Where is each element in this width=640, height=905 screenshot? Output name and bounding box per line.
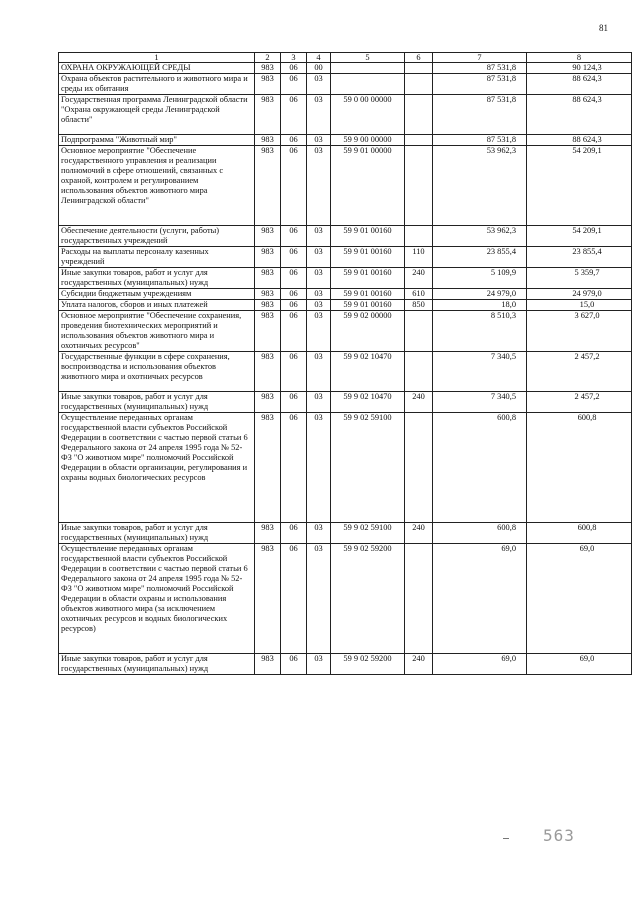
table-row xyxy=(59,95,632,135)
cell-amount-7: 87 531,8 xyxy=(433,74,527,95)
cell-name: Охрана объектов растительного и животного мира и среды их обитания xyxy=(59,74,255,95)
cell-name: Государственная программа Ленинградской области "Охрана окружающей среды Ленинградской области" xyxy=(59,95,255,135)
cell-name: Уплата налогов, сборов и иных платежей xyxy=(59,300,255,311)
cell-target-article: 59 9 00 00000 xyxy=(331,135,405,146)
cell-subsection: 03 xyxy=(307,523,331,544)
cell-amount-7: 600,8 xyxy=(433,413,527,523)
cell-amount-8: 2 457,2 xyxy=(527,392,632,413)
table-header-row xyxy=(59,53,632,63)
cell-expense-type xyxy=(405,146,433,226)
cell-admin-code: 983 xyxy=(255,63,281,74)
cell-target-article: 59 9 02 59200 xyxy=(331,544,405,654)
cell-amount-8: 2 457,2 xyxy=(527,352,632,392)
cell-amount-7: 8 510,3 xyxy=(433,311,527,352)
cell-expense-type xyxy=(405,352,433,392)
cell-admin-code: 983 xyxy=(255,289,281,300)
cell-subsection: 03 xyxy=(307,413,331,523)
cell-amount-7: 87 531,8 xyxy=(433,95,527,135)
cell-amount-8: 54 209,1 xyxy=(527,146,632,226)
cell-target-article: 59 9 01 00160 xyxy=(331,268,405,289)
cell-admin-code: 983 xyxy=(255,311,281,352)
cell-section: 06 xyxy=(281,544,307,654)
cell-amount-8: 88 624,3 xyxy=(527,135,632,146)
cell-admin-code: 983 xyxy=(255,300,281,311)
cell-target-article: 59 9 02 59100 xyxy=(331,523,405,544)
scan-mark xyxy=(503,838,509,839)
column-header-3: 3 xyxy=(281,53,307,63)
budget-table xyxy=(58,52,632,675)
table-row xyxy=(59,654,632,675)
cell-amount-7: 24 979,0 xyxy=(433,289,527,300)
cell-amount-7: 7 340,5 xyxy=(433,352,527,392)
cell-name: Иные закупки товаров, работ и услуг для государственных (муниципальных) нужд xyxy=(59,523,255,544)
table-row xyxy=(59,300,632,311)
cell-amount-8: 69,0 xyxy=(527,544,632,654)
cell-name: Основное мероприятие "Обеспечение сохранения, проведения биотехнических мероприятий и использования объектов животного мира и охотничьих ресурсов" xyxy=(59,311,255,352)
cell-amount-7: 53 962,3 xyxy=(433,226,527,247)
column-header-2: 2 xyxy=(255,53,281,63)
cell-target-article: 59 9 01 00160 xyxy=(331,289,405,300)
cell-target-article xyxy=(331,74,405,95)
cell-expense-type xyxy=(405,63,433,74)
cell-amount-7: 69,0 xyxy=(433,654,527,675)
cell-amount-8: 69,0 xyxy=(527,654,632,675)
cell-amount-8: 23 855,4 xyxy=(527,247,632,268)
table-row xyxy=(59,74,632,95)
cell-subsection: 03 xyxy=(307,146,331,226)
cell-target-article: 59 9 02 00000 xyxy=(331,311,405,352)
cell-subsection: 03 xyxy=(307,300,331,311)
cell-amount-7: 23 855,4 xyxy=(433,247,527,268)
cell-subsection: 00 xyxy=(307,63,331,74)
cell-expense-type: 240 xyxy=(405,523,433,544)
cell-section: 06 xyxy=(281,413,307,523)
table-row xyxy=(59,135,632,146)
cell-admin-code: 983 xyxy=(255,523,281,544)
table-row xyxy=(59,63,632,74)
cell-name: Подпрограмма "Животный мир" xyxy=(59,135,255,146)
page-stamp: 563 xyxy=(543,826,575,845)
cell-name: Иные закупки товаров, работ и услуг для государственных (муниципальных) нужд xyxy=(59,654,255,675)
cell-expense-type xyxy=(405,544,433,654)
cell-section: 06 xyxy=(281,268,307,289)
cell-amount-8: 54 209,1 xyxy=(527,226,632,247)
cell-target-article: 59 9 01 00160 xyxy=(331,226,405,247)
cell-subsection: 03 xyxy=(307,95,331,135)
table-row xyxy=(59,146,632,226)
column-header-1: 1 xyxy=(59,53,255,63)
table-row xyxy=(59,392,632,413)
cell-subsection: 03 xyxy=(307,135,331,146)
cell-admin-code: 983 xyxy=(255,226,281,247)
cell-name: Иные закупки товаров, работ и услуг для государственных (муниципальных) нужд xyxy=(59,392,255,413)
cell-admin-code: 983 xyxy=(255,247,281,268)
cell-expense-type: 240 xyxy=(405,392,433,413)
cell-subsection: 03 xyxy=(307,392,331,413)
cell-subsection: 03 xyxy=(307,352,331,392)
cell-target-article: 59 9 01 00000 xyxy=(331,146,405,226)
cell-name: Государственные функции в сфере сохранения, воспроизводства и использования объектов животного мира и охотничьих ресурсов xyxy=(59,352,255,392)
cell-name: Расходы на выплаты персоналу казенных учреждений xyxy=(59,247,255,268)
cell-amount-8: 600,8 xyxy=(527,413,632,523)
cell-name: ОХРАНА ОКРУЖАЮЩЕЙ СРЕДЫ xyxy=(59,63,255,74)
cell-target-article: 59 9 02 59200 xyxy=(331,654,405,675)
cell-subsection: 03 xyxy=(307,74,331,95)
cell-section: 06 xyxy=(281,300,307,311)
table-row xyxy=(59,544,632,654)
cell-subsection: 03 xyxy=(307,268,331,289)
cell-target-article xyxy=(331,63,405,74)
cell-subsection: 03 xyxy=(307,654,331,675)
cell-admin-code: 983 xyxy=(255,654,281,675)
cell-admin-code: 983 xyxy=(255,135,281,146)
table-row xyxy=(59,289,632,300)
cell-admin-code: 983 xyxy=(255,544,281,654)
cell-section: 06 xyxy=(281,135,307,146)
cell-target-article: 59 0 00 00000 xyxy=(331,95,405,135)
cell-target-article: 59 9 01 00160 xyxy=(331,300,405,311)
column-header-6: 6 xyxy=(405,53,433,63)
table-row xyxy=(59,311,632,352)
cell-expense-type: 850 xyxy=(405,300,433,311)
cell-amount-7: 7 340,5 xyxy=(433,392,527,413)
cell-admin-code: 983 xyxy=(255,95,281,135)
cell-expense-type xyxy=(405,95,433,135)
table-row xyxy=(59,247,632,268)
cell-expense-type xyxy=(405,135,433,146)
cell-section: 06 xyxy=(281,523,307,544)
cell-section: 06 xyxy=(281,146,307,226)
cell-section: 06 xyxy=(281,311,307,352)
cell-name: Основное мероприятие "Обеспечение государственного управления и реализации полномочий в сфере отношений, связанных с охраной, контролем и регулированием использования объектов животного мира Ленинградской области" xyxy=(59,146,255,226)
cell-amount-8: 88 624,3 xyxy=(527,74,632,95)
cell-subsection: 03 xyxy=(307,544,331,654)
cell-amount-7: 18,0 xyxy=(433,300,527,311)
cell-amount-8: 90 124,3 xyxy=(527,63,632,74)
table-row xyxy=(59,413,632,523)
cell-section: 06 xyxy=(281,289,307,300)
cell-section: 06 xyxy=(281,74,307,95)
cell-section: 06 xyxy=(281,226,307,247)
cell-name: Иные закупки товаров, работ и услуг для государственных (муниципальных) нужд xyxy=(59,268,255,289)
cell-admin-code: 983 xyxy=(255,352,281,392)
cell-amount-7: 5 109,9 xyxy=(433,268,527,289)
cell-name: Осуществление переданных органам государственной власти субъектов Российской Федерации в соответствии с частью первой статьи 6 Федерального закона от 24 апреля 1995 года № 52-ФЗ "О животном мире" полномочий Российской Федерации в области организации, регулирования и охраны водных биологических ресурсов xyxy=(59,413,255,523)
cell-subsection: 03 xyxy=(307,226,331,247)
cell-admin-code: 983 xyxy=(255,146,281,226)
cell-section: 06 xyxy=(281,654,307,675)
cell-section: 06 xyxy=(281,247,307,268)
cell-amount-8: 15,0 xyxy=(527,300,632,311)
cell-expense-type xyxy=(405,311,433,352)
column-header-7: 7 xyxy=(433,53,527,63)
page-number: 81 xyxy=(599,23,608,33)
cell-target-article: 59 9 02 10470 xyxy=(331,352,405,392)
column-header-4: 4 xyxy=(307,53,331,63)
cell-target-article: 59 9 02 59100 xyxy=(331,413,405,523)
cell-amount-7: 87 531,8 xyxy=(433,63,527,74)
cell-subsection: 03 xyxy=(307,311,331,352)
cell-admin-code: 983 xyxy=(255,74,281,95)
cell-target-article: 59 9 01 00160 xyxy=(331,247,405,268)
cell-expense-type: 110 xyxy=(405,247,433,268)
table-row xyxy=(59,352,632,392)
cell-amount-7: 69,0 xyxy=(433,544,527,654)
cell-section: 06 xyxy=(281,392,307,413)
cell-section: 06 xyxy=(281,63,307,74)
cell-amount-7: 53 962,3 xyxy=(433,146,527,226)
table-row xyxy=(59,523,632,544)
cell-admin-code: 983 xyxy=(255,268,281,289)
cell-subsection: 03 xyxy=(307,289,331,300)
cell-name: Обеспечение деятельности (услуги, работы) государственных учреждений xyxy=(59,226,255,247)
cell-section: 06 xyxy=(281,352,307,392)
cell-expense-type: 610 xyxy=(405,289,433,300)
table-row xyxy=(59,268,632,289)
cell-amount-8: 24 979,0 xyxy=(527,289,632,300)
cell-expense-type xyxy=(405,74,433,95)
cell-name: Осуществление переданных органам государственной власти субъектов Российской Федерации в соответствии с частью первой статьи 6 Федерального закона от 24 апреля 1995 года № 52-ФЗ "О животном мире" полномочий Российской Федерации в области охраны и использования объектов животного мира (за исключением охотничьих ресурсов и водных биологических ресурсов) xyxy=(59,544,255,654)
cell-target-article: 59 9 02 10470 xyxy=(331,392,405,413)
column-header-5: 5 xyxy=(331,53,405,63)
cell-amount-8: 5 359,7 xyxy=(527,268,632,289)
cell-expense-type: 240 xyxy=(405,268,433,289)
cell-expense-type: 240 xyxy=(405,654,433,675)
column-header-8: 8 xyxy=(527,53,632,63)
cell-amount-7: 87 531,8 xyxy=(433,135,527,146)
cell-amount-8: 88 624,3 xyxy=(527,95,632,135)
cell-amount-7: 600,8 xyxy=(433,523,527,544)
cell-amount-8: 600,8 xyxy=(527,523,632,544)
cell-admin-code: 983 xyxy=(255,392,281,413)
cell-section: 06 xyxy=(281,95,307,135)
cell-admin-code: 983 xyxy=(255,413,281,523)
table-row xyxy=(59,226,632,247)
cell-expense-type xyxy=(405,413,433,523)
cell-name: Субсидии бюджетным учреждениям xyxy=(59,289,255,300)
cell-subsection: 03 xyxy=(307,247,331,268)
cell-expense-type xyxy=(405,226,433,247)
cell-amount-8: 3 627,0 xyxy=(527,311,632,352)
